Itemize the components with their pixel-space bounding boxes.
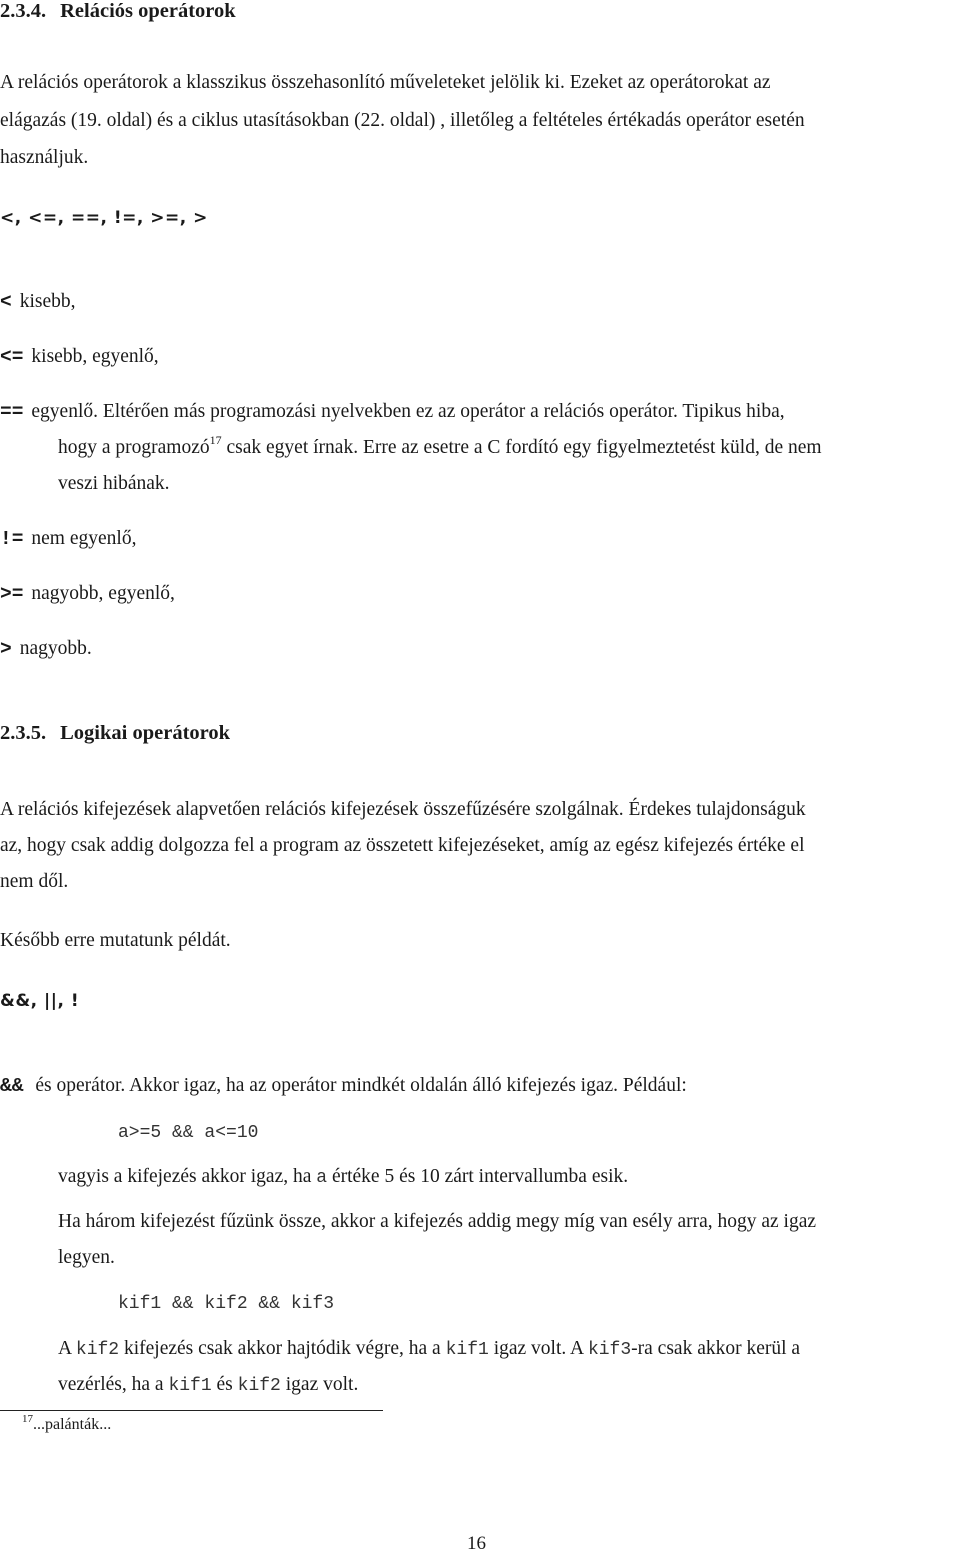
- rel-item-less: [0, 291, 76, 313]
- operator-symbol: >: [0, 638, 12, 660]
- inline-code: a: [316, 1168, 328, 1188]
- section-title: Relációs operátorok: [60, 0, 236, 22]
- text-segment: és: [211, 1374, 238, 1395]
- three-expr-line-2: legyen.: [58, 1247, 115, 1268]
- range-explanation: [58, 1166, 628, 1188]
- rel-item-equal: [0, 401, 785, 423]
- text-segment: csak egyet írnak. Erre az esetre a C fordító egy figyelmeztetést küld, de nem: [221, 437, 822, 458]
- logical-operators-list: &&, ||, !: [0, 991, 80, 1011]
- inline-code: kif2: [75, 1340, 120, 1360]
- logic-item-and: [0, 1075, 687, 1097]
- short-circuit-line-1: [58, 1338, 800, 1360]
- rel-item-not-equal: [0, 528, 136, 550]
- operator-description: és operátor. Akkor igaz, ha az operátor mindkét oldalán álló kifejezés igaz. Például:: [35, 1075, 687, 1096]
- footnote-separator: [0, 1410, 383, 1411]
- logic-intro-line-3: nem dől.: [0, 871, 69, 892]
- footnote-reference[interactable]: 17: [209, 433, 222, 447]
- operator-description: kisebb, egyenlő,: [31, 346, 159, 367]
- code-example-range: a>=5 && a<=10: [118, 1123, 259, 1143]
- section-number: 2.3.5.: [0, 722, 47, 744]
- operator-symbol: ==: [0, 401, 24, 423]
- three-expr-line-1: Ha három kifejezést fűzünk össze, akkor a kifejezés addig megy míg van esély arra, hogy az igaz: [58, 1211, 817, 1232]
- text-segment: vagyis a kifejezés akkor igaz, ha: [58, 1166, 317, 1187]
- text-segment: értéke 5 és 10 zárt intervallumba esik.: [327, 1166, 629, 1187]
- code-example-chain: kif1 && kif2 && kif3: [118, 1294, 335, 1314]
- footnote-text: ...palánták...: [33, 1416, 112, 1433]
- operator-description: egyenlő. Eltérően más programozási nyelvekben ez az operátor a relációs operátor. Tipikus hiba,: [31, 401, 785, 422]
- operator-symbol: <: [0, 291, 12, 313]
- operator-symbol: !=: [0, 528, 24, 550]
- rel-item-equal-line-2: [58, 433, 822, 459]
- text-segment: -ra csak akkor kerül a: [631, 1338, 801, 1359]
- text-segment: A: [58, 1338, 76, 1359]
- text-segment: hogy a programozó: [58, 437, 210, 458]
- operator-symbol: &&: [0, 1075, 24, 1097]
- operator-symbol: <=: [0, 346, 24, 368]
- rel-item-greater: [0, 638, 92, 660]
- footnote: [22, 1413, 112, 1434]
- operator-description: nem egyenlő,: [31, 528, 137, 549]
- operator-description: nagyobb.: [19, 638, 92, 659]
- inline-code: kif2: [237, 1376, 281, 1396]
- text-segment: kifejezés csak akkor hajtódik végre, ha a: [119, 1338, 446, 1359]
- text-segment: vezérlés, ha a: [58, 1374, 169, 1395]
- inline-code: kif1: [168, 1376, 212, 1396]
- later-example-note: Később erre mutatunk példát.: [0, 930, 231, 951]
- operator-symbol: >=: [0, 583, 24, 605]
- section-number: 2.3.4.: [0, 0, 47, 22]
- section-heading-2-3-5: [0, 722, 230, 745]
- intro-line-3: használjuk.: [0, 147, 89, 168]
- rel-item-equal-line-3: veszi hibának.: [58, 473, 170, 494]
- operator-description: nagyobb, egyenlő,: [31, 583, 175, 604]
- rel-item-less-equal: [0, 346, 159, 368]
- footnote-mark: 17: [22, 1413, 33, 1425]
- section-heading-2-3-4: [0, 0, 236, 23]
- logic-intro-line-1: A relációs kifejezések alapvetően relációs kifejezések összefűzésére szolgálnak. Érdekes tulajdonságuk: [0, 799, 806, 820]
- rel-item-greater-equal: [0, 583, 175, 605]
- relational-operators-list: <, <=, ==, !=, >=, >: [0, 208, 208, 228]
- intro-line-1: A relációs operátorok a klasszikus összehasonlító műveleteket jelölik ki. Ezeket az operátorokat az: [0, 72, 771, 93]
- operator-description: kisebb,: [19, 291, 76, 312]
- text-segment: igaz volt. A: [488, 1338, 588, 1359]
- short-circuit-line-2: [58, 1374, 358, 1396]
- inline-code: kif1: [445, 1340, 489, 1360]
- section-title: Logikai operátorok: [60, 722, 231, 744]
- inline-code: kif3: [587, 1340, 632, 1360]
- intro-line-2: elágazás (19. oldal) és a ciklus utasításokban (22. oldal) , illetőleg a feltételes értékadás operátor esetén: [0, 110, 805, 131]
- logic-intro-line-2: az, hogy csak addig dolgozza fel a program az összetett kifejezéseket, amíg az egész kifejezés értéke el: [0, 835, 805, 856]
- page-number: 16: [467, 1533, 486, 1554]
- text-segment: igaz volt.: [280, 1374, 359, 1395]
